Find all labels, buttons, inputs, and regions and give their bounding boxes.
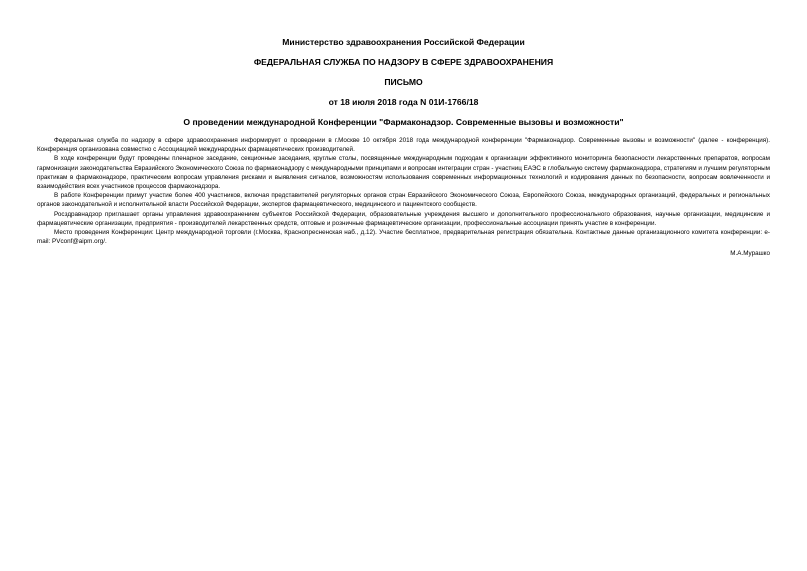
- document-subject: О проведении международной Конференции "Фармаконадзор. Современные вызовы и возможности": [183, 117, 624, 127]
- paragraph-announcement: Федеральная служба по надзору в сфере здравоохранения информирует о проведении в г.Москве 10 октября 2018 года международной конференции "Фармаконадзор. Современные вызовы и возможности" (далее - конференция). Конференция организована совместно с Ассоциацией международных фармацевтических производителей.: [37, 137, 770, 154]
- document-type: ПИСЬМО: [384, 77, 423, 87]
- paragraph-venue: Место проведения Конференции: Центр международной торговли (г.Москва, Краснопресненская наб., д.12). Участие бесплатное, предварительная регистрация обязательна. Контактные данные организационного комитета конференции: e-mail: PVconf@aipm.org/.: [37, 229, 770, 246]
- paragraph-program: В ходе конференции будут проведены пленарное заседание, секционные заседания, круглые столы, посвященные международным подходам к организации эффективного мониторинга безопасности лекарственных препаратов, вопросам гармонизации законодательства Евразийского Экономического Союза по фармаконадзору с международными принципами и вопросам интеграции стран - участниц ЕАЭС в глобальную систему фармаконадзора, стратегиям и лучшим регуляторным практикам в фармаконадзоре, практическим вопросам управления рисками и выявления сигналов, возможностям использования современных информационных технологий и кодирования данных по безопасности, вопросам вовлеченности и взаимодействия всех участников процессов фармаконадзора.: [37, 155, 770, 191]
- paragraph-participants: В работе Конференции примут участие более 400 участников, включая представителей регуляторных органов стран Евразийского Экономического Союза, Европейского Союза, международных организаций, федеральных и региональных органов законодательной и исполнительной власти Российской Федерации, экспертов фармацевтического, медицинского и пациентского сообществ.: [37, 192, 770, 209]
- ministry-name: Министерство здравоохранения Российской Федерации: [282, 37, 525, 47]
- document-date: от 18 июля 2018 года N 01И-1766/18: [328, 97, 479, 107]
- agency-name: ФЕДЕРАЛЬНАЯ СЛУЖБА ПО НАДЗОРУ В СФЕРЕ ЗДРАВООХРАНЕНИЯ: [253, 57, 554, 67]
- signature: М.А.Мурашко: [730, 250, 770, 258]
- letter-body: [37, 136, 770, 246]
- paragraph-invitation: Росздравнадзор приглашает органы управления здравоохранением субъектов Российской Федерации, образовательные учреждения высшего и дополнительного профессионального образования, научные организации, медицинские и фармацевтические организации, предприятия - производителей лекарственных средств, оптовые и розничные фармацевтические организации, профессиональные ассоциации принять участие в конференции.: [37, 210, 770, 227]
